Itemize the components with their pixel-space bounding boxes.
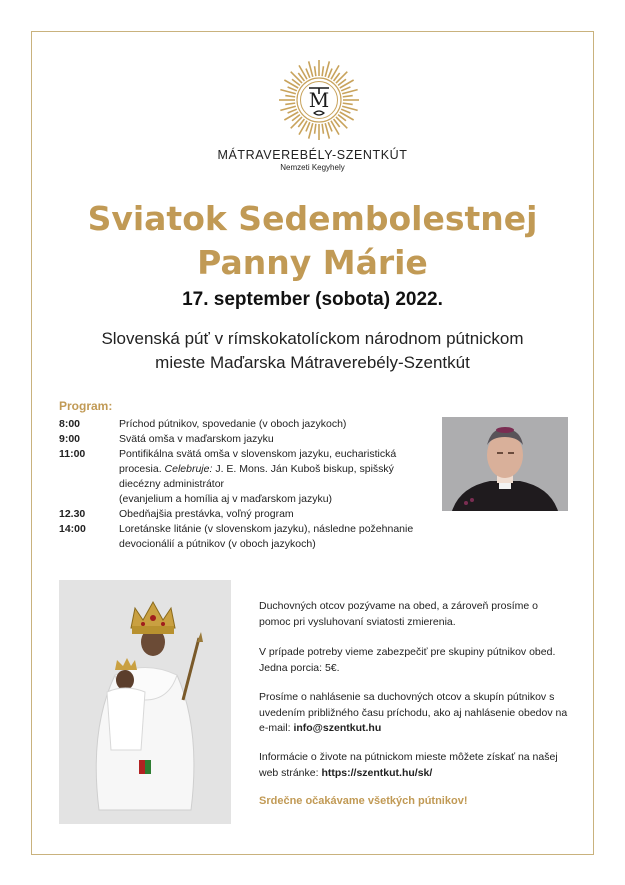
- logo-ray: [315, 66, 316, 76]
- info-paragraph: [259, 750, 569, 781]
- logo-ray: [322, 66, 323, 76]
- program-desc-line: Pontifikálna svätá omša v slovenskom jazyku, eucharistická: [119, 448, 397, 460]
- logo-ray: [306, 69, 310, 78]
- program-desc-line: [119, 462, 439, 477]
- program-time: 14:00: [59, 523, 86, 535]
- logo-ray: [285, 103, 295, 104]
- program-desc: Príchod pútnikov, spovedanie (v oboch jazykoch): [119, 418, 347, 430]
- program-time: 8:00: [59, 418, 81, 430]
- program-time: 11:00: [59, 448, 86, 460]
- program-desc-line: Loretánske litánie (v slovenskom jazyku), následne požehnanie: [119, 523, 414, 535]
- program-desc: [119, 447, 439, 507]
- logo-ray: [315, 124, 316, 134]
- logo-ray: [299, 65, 307, 79]
- lead-text: [0, 327, 625, 375]
- program-time: 9:00: [59, 433, 81, 445]
- program-desc-fragment: J. E. Mons. Ján Kuboš biskup, spišský: [212, 463, 394, 475]
- logo-ray: [299, 121, 307, 135]
- lead-line-1: Slovenská púť v rímskokatolíckom národnom pútnickom: [101, 329, 524, 348]
- logo-ray: [343, 96, 353, 97]
- logo-monogram: M: [308, 88, 330, 112]
- logo-ray: [328, 69, 332, 78]
- program-desc-line: (evanjelium a homília aj v maďarskom jazyku): [119, 493, 333, 505]
- logo-ray: [341, 87, 350, 91]
- info-paragraph: [259, 690, 569, 737]
- info-paragraph: V prípade potreby vieme zabezpečiť pre skupiny pútnikov obed. Jedna porcia: 5€.: [259, 646, 556, 674]
- brand-subtitle: Nemzeti Kegyhely: [280, 163, 345, 172]
- bishop-photo: [442, 417, 568, 511]
- logo-ray: [285, 96, 295, 97]
- logo-ray: [328, 122, 332, 131]
- info-text: Informácie o živote na pútnickom mieste môžete získať na našej web stránke:: [259, 751, 558, 779]
- program-desc: [119, 522, 439, 552]
- logo-ray: [288, 109, 297, 113]
- logo-ray: [288, 87, 297, 91]
- logo-ray: [291, 72, 302, 83]
- logo-ray: [341, 109, 350, 113]
- program-desc-fragment: procesia.: [119, 463, 165, 475]
- brand-name: MÁTRAVEREBÉLY-SZENTKÚT: [217, 148, 408, 162]
- logo-ray: [340, 112, 354, 120]
- program-label: Program:: [59, 399, 113, 413]
- logo-ray: [331, 65, 339, 79]
- logo-ray: [284, 80, 298, 88]
- celebrant-label: Celebruje:: [164, 463, 213, 475]
- info-paragraph: Duchovných otcov pozývame na obed, a zároveň prosíme o pomoc pri vysluhovaní sviatosti zmierenia.: [259, 600, 538, 628]
- title-line-2: Panny Márie: [197, 243, 428, 282]
- event-date: 17. september (sobota) 2022.: [182, 289, 443, 310]
- program-desc-line: diecézny administrátor: [119, 478, 225, 490]
- logo-ray: [336, 117, 347, 128]
- info-text: Prosíme o nahlásenie sa duchovných otcov a skupín pútnikov s uvedením približného času príchodu, ako aj nahlásenie obedov na e-mail:: [259, 691, 568, 734]
- shrine-logo: [277, 58, 361, 142]
- logo-ray: [284, 112, 298, 120]
- lead-line-2: mieste Maďarska Mátraverebély-Szentkút: [155, 353, 470, 372]
- logo-ray: [306, 122, 310, 131]
- logo-ray: [322, 124, 323, 134]
- logo-ray: [331, 121, 339, 135]
- program-time: 12.30: [59, 508, 86, 520]
- closing-line: Srdečne očakávame všetkých pútnikov!: [259, 795, 468, 807]
- logo-ray: [336, 72, 347, 83]
- program-desc: Svätá omša v maďarskom jazyku: [119, 433, 274, 445]
- website-link[interactable]: https://szentkut.hu/sk/: [321, 766, 433, 779]
- logo-ray: [343, 103, 353, 104]
- title-line-1: Sviatok Sedembolestnej: [87, 199, 538, 238]
- program-desc-line: devocionálií a pútnikov (v oboch jazykoch): [119, 538, 316, 550]
- program-desc: Obedňajšia prestávka, voľný program: [119, 508, 294, 520]
- statue-photo: [59, 580, 231, 824]
- contact-email[interactable]: info@szentkut.hu: [293, 722, 382, 734]
- logo-ray: [291, 117, 302, 128]
- logo-ray: [340, 80, 354, 88]
